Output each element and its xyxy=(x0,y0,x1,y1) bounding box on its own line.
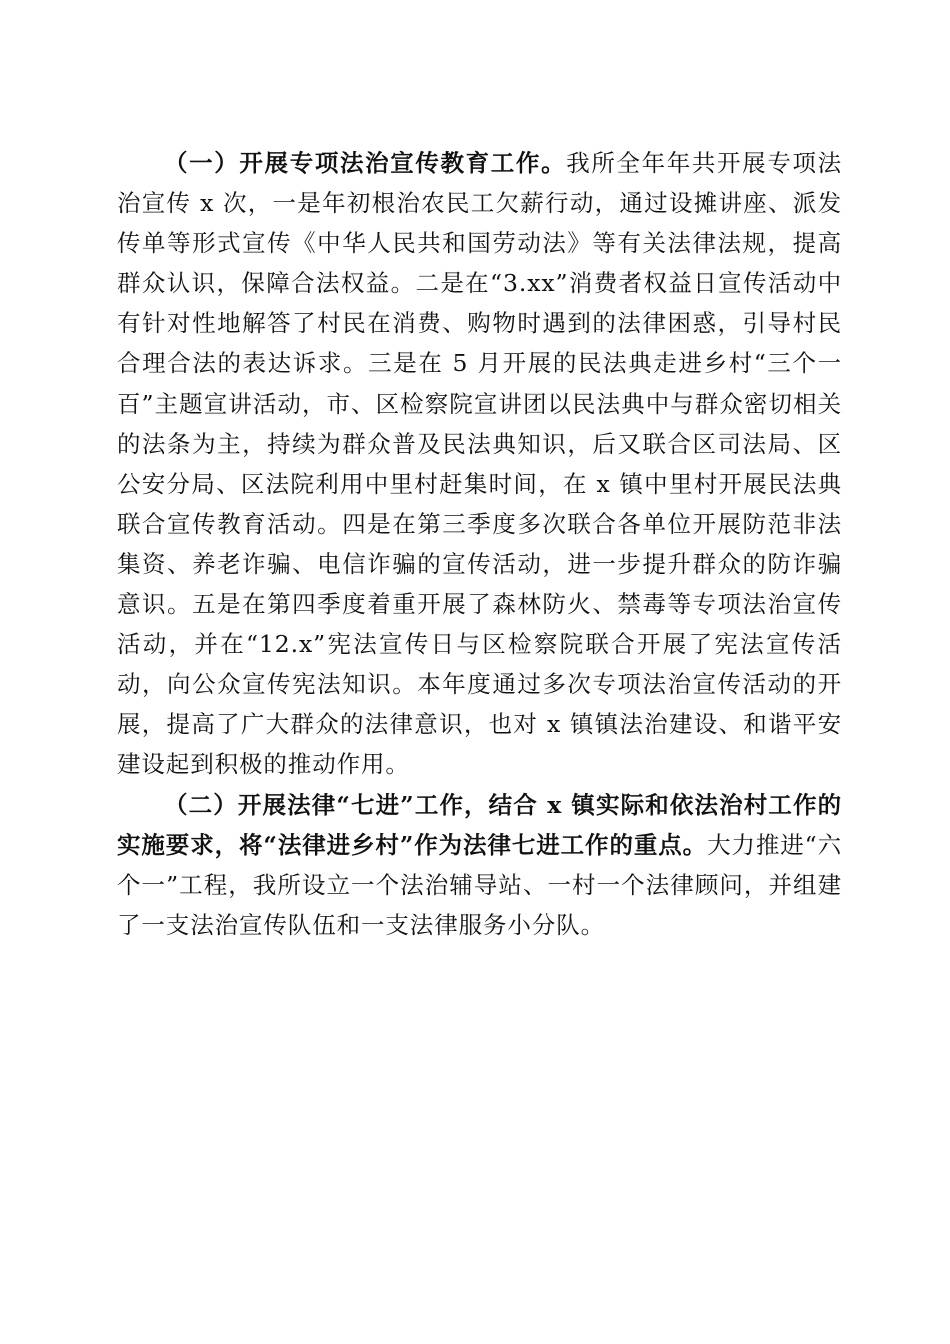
document-body xyxy=(117,143,842,945)
paragraph-1 xyxy=(117,143,842,785)
paragraph-2 xyxy=(117,785,842,945)
paragraph-2-text: 大力推进“六个一”工程，我所设立一个法治辅导站、一村一个法律顾问，并组建了一支法治宣传队伍和一支法律服务小分队。 xyxy=(117,830,842,939)
paragraph-1-heading: （一）开展专项法治宣传教育工作。 xyxy=(164,149,567,177)
paragraph-1-text: 我所全年年共开展专项法治宣传 x 次，一是年初根治农民工欠薪行动，通过设摊讲座、派发传单等形式宣传《中华人民共和国劳动法》等有关法律法规，提高群众认识，保障合法权益。二是在“3.xx”消费者权益日宣传活动中有针对性地解答了村民在消费、购物时遇到的法律困惑，引导村民合理合法的表达诉求。三是在 5 月开展的民法典走进乡村“三个一百”主题宣讲活动，市、区检察院宣讲团以民法典中与群众密切相关的法条为主，持续为群众普及民法典知识，后又联合区司法局、区公安分局、区法院利用中里村赶集时间，在 x 镇中里村开展民法典联合宣传教育活动。四是在第三季度多次联合各单位开展防范非法集资、养老诈骗、电信诈骗的宣传活动，进一步提升群众的防诈骗意识。五是在第四季度着重开展了森林防火、禁毒等专项法治宣传活动，并在“12.x”宪法宣传日与区检察院联合开展了宪法宣传活动，向公众宣传宪法知识。本年度通过多次专项法治宣传活动的开展，提高了广大群众的法律意识，也对 x 镇镇法治建设、和谐平安建设起到积极的推动作用。 xyxy=(117,149,842,779)
paragraph-2-heading: （二）开展法律“七进”工作，结合 x 镇实际和依法治村工作的实施要求，将“法律进乡村”作为法律七进工作的重点。 xyxy=(117,790,842,859)
